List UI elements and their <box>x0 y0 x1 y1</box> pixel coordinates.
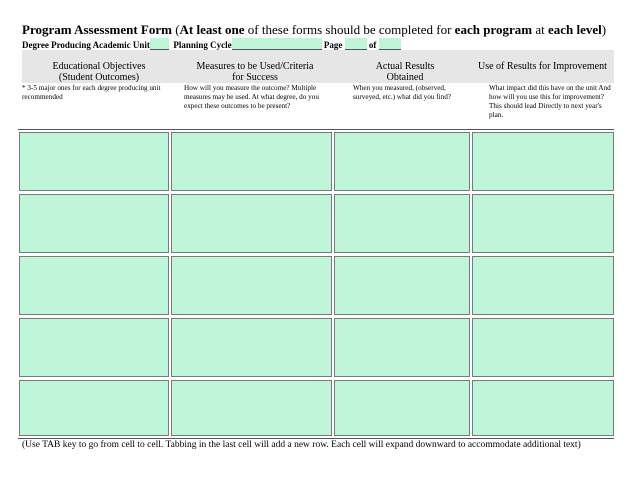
grid-cell[interactable] <box>334 380 470 436</box>
column-note-use-of-results: What impact did this have on the unit And how will you use this for improvement? This should lead Directly to next year's plan. <box>489 84 611 119</box>
grid-cell[interactable] <box>334 256 470 315</box>
grid-cell[interactable] <box>19 256 169 315</box>
grid-cell[interactable] <box>472 256 614 315</box>
grid-cell[interactable] <box>171 194 332 253</box>
grid-cell[interactable] <box>171 256 332 315</box>
form-title-text: ) <box>601 22 607 37</box>
grid-cell[interactable] <box>19 194 169 253</box>
form-title-text: ( <box>171 22 180 37</box>
grid-cell[interactable] <box>472 318 614 377</box>
form-title-emphasis: each program <box>454 22 533 37</box>
column-note-objectives: * 3-5 major ones for each degree producing unit recommended <box>22 84 161 101</box>
column-heading-objectives <box>34 61 164 83</box>
form-title-text: of these forms should be completed for <box>244 22 455 37</box>
grid-cell[interactable] <box>19 380 169 436</box>
grid-cell[interactable] <box>334 318 470 377</box>
grid-cell[interactable] <box>334 194 470 253</box>
assessment-grid <box>18 129 614 439</box>
form-title-text: at <box>532 22 548 37</box>
form-title-main: Program Assessment Form <box>22 22 172 37</box>
form-title-emphasis: At least one <box>179 22 245 37</box>
column-note-results: When you measured, (observed, surveyed, etc.) what did you find? <box>353 84 451 101</box>
column-heading-use-of-results <box>478 61 638 72</box>
unit-label: Degree Producing Academic Unit <box>22 40 150 50</box>
form-title <box>22 22 606 38</box>
grid-cell[interactable] <box>171 380 332 436</box>
unit-field[interactable] <box>150 38 169 50</box>
grid-cell[interactable] <box>19 318 169 377</box>
grid-cell[interactable] <box>472 194 614 253</box>
grid-cell[interactable] <box>472 380 614 436</box>
column-heading-measures <box>180 61 330 83</box>
heading-line: (Student Outcomes) <box>58 72 140 83</box>
grid-cell[interactable] <box>171 318 332 377</box>
cycle-field[interactable] <box>232 38 322 50</box>
page-total-field[interactable] <box>379 38 401 50</box>
grid-cell[interactable] <box>334 132 470 191</box>
column-heading-results <box>345 61 465 83</box>
heading-line: Educational Objectives <box>52 61 146 72</box>
grid-cell[interactable] <box>472 132 614 191</box>
grid-cell[interactable] <box>171 132 332 191</box>
form-title-emphasis: each level <box>547 22 602 37</box>
page-label: Page <box>323 40 343 50</box>
form-instructions-footer: (Use TAB key to go from cell to cell. Tabbing in the last cell will add a new row. Each cell will expand downward to accommodate additional text) <box>22 440 581 450</box>
cycle-label: Planning Cycle <box>173 40 232 50</box>
page-field[interactable] <box>345 38 367 50</box>
column-note-measures: How will you measure the outcome? Multiple measures may be used. At what degree, do you expect these outcomes to be present? <box>184 84 319 110</box>
heading-line: Obtained <box>386 72 424 83</box>
heading-line: for Success <box>232 72 278 83</box>
heading-line: Measures to be Used/Criteria <box>196 61 314 72</box>
of-label: of <box>368 40 377 50</box>
heading-line: Actual Results <box>375 61 435 72</box>
heading-line: Use of Results for Improvement <box>478 61 607 72</box>
grid-cell[interactable] <box>19 132 169 191</box>
